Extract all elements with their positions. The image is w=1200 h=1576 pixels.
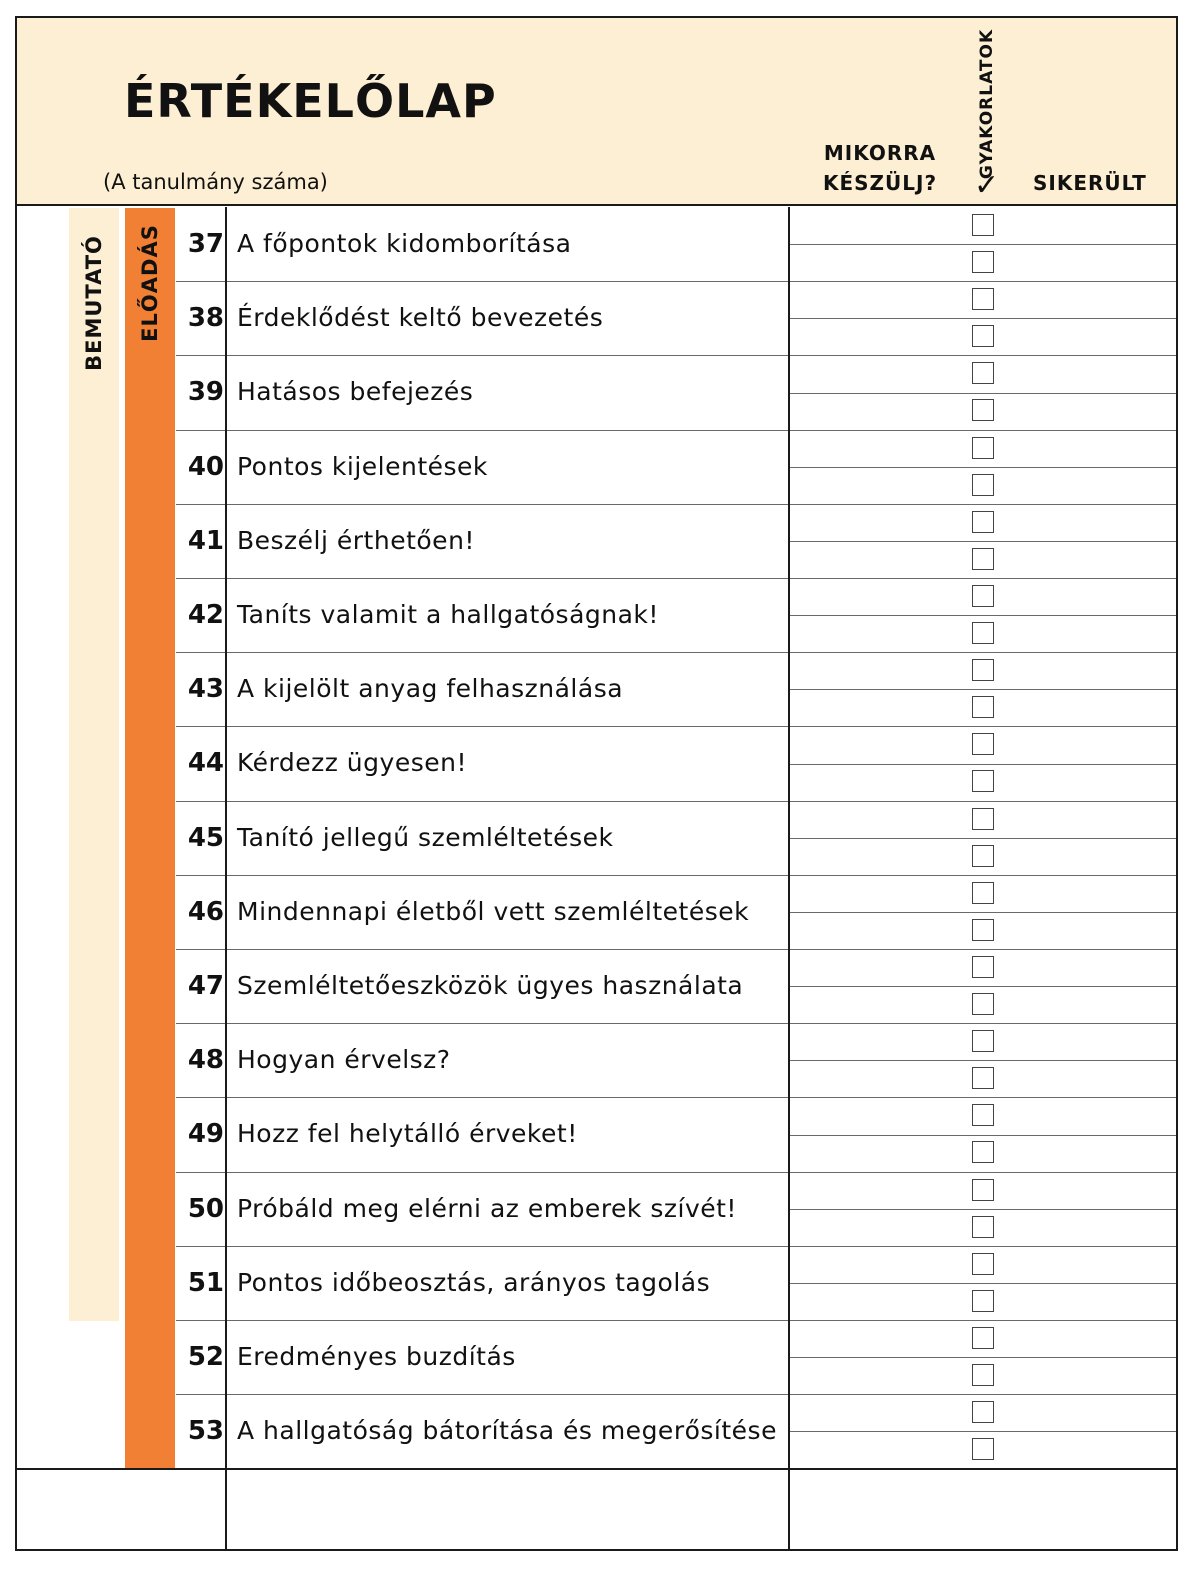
- item-label: Mindennapi életből vett szemléltetések: [237, 896, 750, 926]
- item-label: Pontos kijelentések: [237, 451, 488, 481]
- item-label: Taníts valamit a hallgatóságnak!: [237, 600, 659, 629]
- study-number-label: (A tanulmány száma): [103, 170, 328, 194]
- item-number: 53: [187, 1416, 224, 1447]
- item-label: Beszélj érthetően!: [237, 525, 475, 555]
- item-label: Eredményes buzdítás: [237, 1342, 516, 1371]
- item-label: Próbáld meg elérni az emberek szívét!: [237, 1193, 737, 1223]
- column-header-gyakorlatok-text: GYAKORLATOK: [977, 28, 997, 180]
- column-header-mikorra-line1: MIKORRA: [823, 141, 937, 165]
- item-number: 48: [187, 1045, 224, 1076]
- item-number: 47: [187, 971, 224, 1001]
- item-number: 38: [187, 303, 224, 334]
- item-number: 40: [187, 451, 224, 482]
- item-number: 49: [187, 1119, 224, 1150]
- item-label: Érdeklődést keltő bevezetés: [237, 303, 604, 333]
- item-label: Kérdezz ügyesen!: [237, 748, 467, 778]
- item-label: Szemléltetőeszközök ügyes használata: [237, 971, 744, 1000]
- item-number: 44: [187, 748, 224, 779]
- item-label: Hatásos befejezés: [237, 377, 474, 407]
- item-number: 46: [187, 896, 224, 927]
- eloadas-label: ELŐADÁS: [138, 224, 162, 342]
- page-title: ÉRTÉKELŐLAP: [124, 74, 497, 128]
- page-frame: [15, 16, 1178, 1551]
- item-label: Pontos időbeosztás, arányos tagolás: [237, 1267, 711, 1297]
- item-number: 45: [187, 822, 224, 853]
- item-number: 51: [187, 1267, 224, 1298]
- item-label: A főpontok kidomborítása: [237, 229, 572, 258]
- item-number: 37: [187, 229, 224, 259]
- item-label: Tanító jellegű szemléltetések: [237, 822, 614, 852]
- item-number: 39: [187, 377, 224, 408]
- column-header-sikerult: SIKERÜLT: [1033, 171, 1147, 195]
- checkmark-icon: ✓: [974, 168, 1000, 203]
- item-label: Hozz fel helytálló érveket!: [237, 1119, 578, 1149]
- bemutato-label: BEMUTATÓ: [82, 235, 106, 371]
- item-number: 41: [187, 525, 224, 556]
- item-number: 50: [187, 1193, 224, 1224]
- column-header-mikorra-line2: KÉSZÜLJ?: [822, 171, 938, 195]
- item-label: A hallgatóság bátorítása és megerősítése: [237, 1416, 777, 1446]
- item-number: 42: [187, 600, 224, 630]
- item-label: A kijelölt anyag felhasználása: [237, 674, 624, 704]
- item-label: Hogyan érvelsz?: [237, 1045, 451, 1075]
- item-number: 43: [187, 674, 224, 705]
- item-number: 52: [187, 1342, 224, 1372]
